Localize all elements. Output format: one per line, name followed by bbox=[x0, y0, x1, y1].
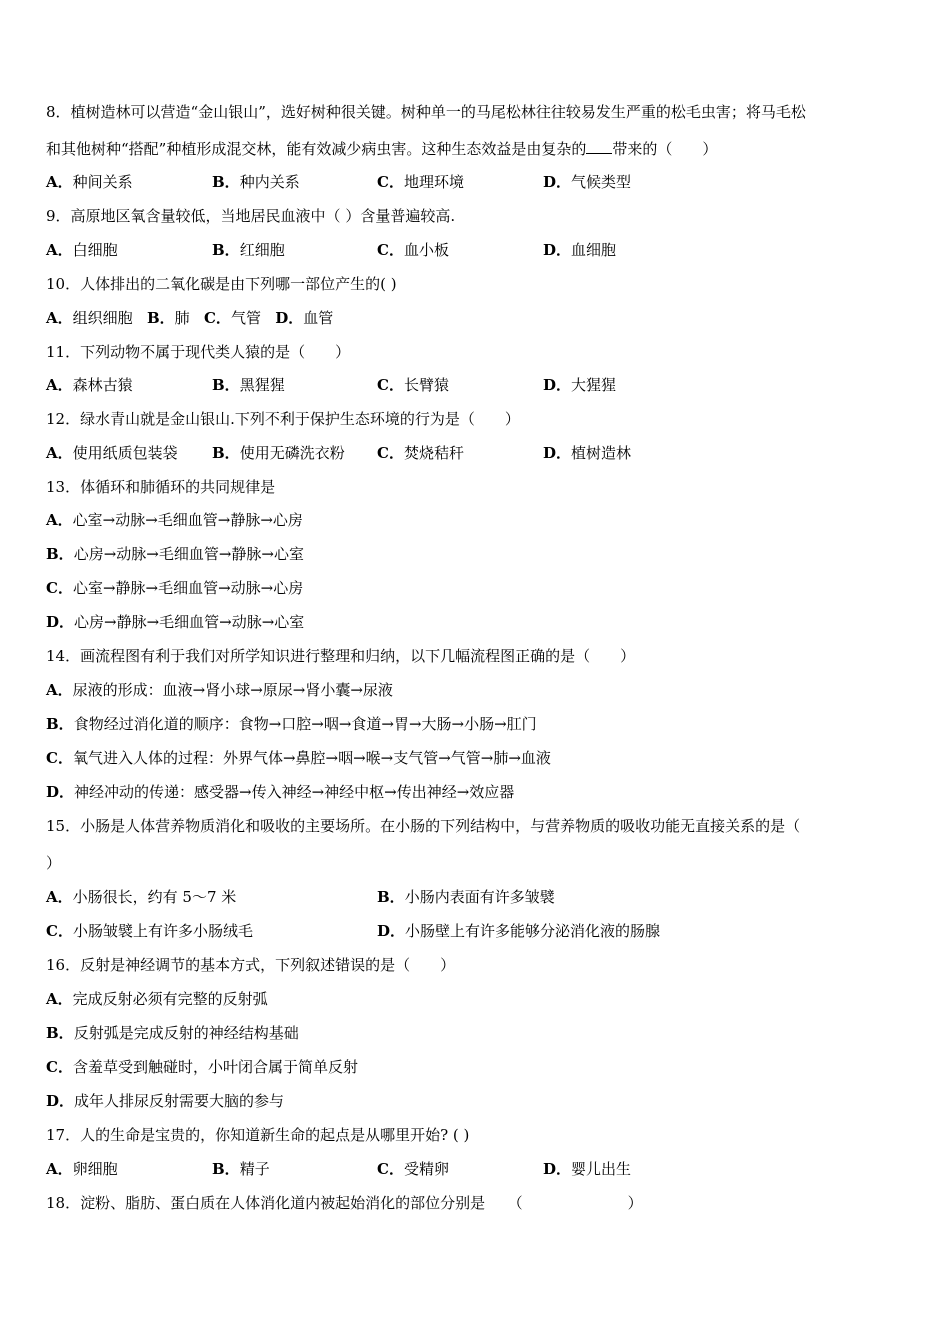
q16-text: 16．反射是神经调节的基本方式，下列叙述错误的是（ ） bbox=[46, 956, 456, 974]
q15-option-b: B．小肠内表面有许多皱襞 bbox=[377, 888, 555, 906]
q18-text: 18．淀粉、脂肪、蛋白质在人体消化道内被起始消化的部位分别是 （ ） bbox=[46, 1194, 643, 1212]
q14-option-c: C．氧气进入人体的过程：外界气体→鼻腔→咽→喉→支气管→气管→肺→血液 bbox=[46, 749, 551, 767]
q10-text: 10．人体排出的二氧化碳是由下列哪一部位产生的( ) bbox=[46, 275, 397, 293]
q11-text: 11．下列动物不属于现代类人猿的是（ ） bbox=[46, 343, 351, 361]
q16-option-a: A．完成反射必须有完整的反射弧 bbox=[46, 990, 268, 1008]
q12-option-a: A．使用纸质包装袋 bbox=[46, 444, 178, 462]
q11-option-b: B．黑猩猩 bbox=[212, 376, 285, 394]
q8-line2-a: 和其他树种“搭配”种植形成混交林，能有效减少病虫害。这种生态效益是由复杂的 bbox=[46, 140, 587, 158]
q13-text: 13．体循环和肺循环的共同规律是 bbox=[46, 478, 276, 496]
q14-text: 14．画流程图有利于我们对所学知识进行整理和归纳，以下几幅流程图正确的是（ ） bbox=[46, 647, 636, 665]
q16-option-c: C．含羞草受到触碰时，小叶闭合属于简单反射 bbox=[46, 1058, 358, 1076]
q8-option-c: C．地理环境 bbox=[377, 173, 464, 191]
q10-options: A．组织细胞 B．肺 C．气管 D．血管 bbox=[46, 309, 334, 327]
q12-text: 12．绿水青山就是金山银山.下列不利于保护生态环境的行为是（ ） bbox=[46, 410, 520, 428]
q10-option-a: 组织细胞 bbox=[72, 309, 133, 327]
q15-option-a: A．小肠很长，约有 5～7 米 bbox=[46, 888, 237, 906]
q9-option-c: C．血小板 bbox=[377, 241, 449, 259]
q16-option-d: D．成年人排尿反射需要大脑的参与 bbox=[46, 1092, 285, 1110]
q11-option-d: D．大猩猩 bbox=[543, 376, 617, 394]
q15-line2: ） bbox=[46, 854, 62, 872]
q13-option-d: D．心房→静脉→毛细血管→动脉→心室 bbox=[46, 613, 305, 631]
q17-option-c: C．受精卵 bbox=[377, 1160, 449, 1178]
q8-option-b: B．种内关系 bbox=[212, 173, 300, 191]
q12-option-c: C．焚烧秸秆 bbox=[377, 444, 464, 462]
q8-line1: 8．植树造林可以营造“金山银山”，选好树种很关键。树种单一的马尾松林往往较易发生严重的松毛虫害；将马毛松 bbox=[46, 103, 806, 121]
q8-line2 bbox=[46, 139, 717, 159]
q10-option-d: 血管 bbox=[303, 309, 334, 327]
q14-option-d: D．神经冲动的传递：感受器→传入神经→神经中枢→传出神经→效应器 bbox=[46, 783, 515, 801]
q17-option-a: A．卵细胞 bbox=[46, 1160, 118, 1178]
q8-option-a: A．种间关系 bbox=[46, 173, 133, 191]
q11-option-a: A．森林古猿 bbox=[46, 376, 133, 394]
q16-option-b: B．反射弧是完成反射的神经结构基础 bbox=[46, 1024, 299, 1042]
q14-option-a: A．尿液的形成：血液→肾小球→原尿→肾小囊→尿液 bbox=[46, 681, 393, 699]
q11-option-c: C．长臂猿 bbox=[377, 376, 449, 394]
q9-option-a: A．白细胞 bbox=[46, 241, 118, 259]
answer-blank bbox=[586, 139, 612, 154]
q8-option-d: D．气候类型 bbox=[543, 173, 632, 191]
q15-option-c: C．小肠皱襞上有许多小肠绒毛 bbox=[46, 922, 253, 940]
q9-option-b: B．红细胞 bbox=[212, 241, 285, 259]
q12-option-d: D．植树造林 bbox=[543, 444, 632, 462]
q13-option-a: A．心室→动脉→毛细血管→静脉→心房 bbox=[46, 511, 303, 529]
q15-line1: 15．小肠是人体营养物质消化和吸收的主要场所。在小肠的下列结构中，与营养物质的吸收功能无直接关系的是（ bbox=[46, 817, 801, 835]
q17-option-b: B．精子 bbox=[212, 1160, 270, 1178]
q12-option-b: B．使用无磷洗衣粉 bbox=[212, 444, 345, 462]
q9-option-d: D．血细胞 bbox=[543, 241, 617, 259]
q10-option-b: 肺 bbox=[174, 309, 190, 327]
q17-option-d: D．婴儿出生 bbox=[543, 1160, 632, 1178]
q10-option-c: 气管 bbox=[230, 309, 261, 327]
q9-text: 9．高原地区氧含量较低，当地居民血液中（ ）含量普遍较高. bbox=[46, 207, 456, 225]
q17-text: 17．人的生命是宝贵的，你知道新生命的起点是从哪里开始? ( ) bbox=[46, 1126, 470, 1144]
q15-option-d: D．小肠壁上有许多能够分泌消化液的肠腺 bbox=[377, 922, 661, 940]
q13-option-c: C．心室→静脉→毛细血管→动脉→心房 bbox=[46, 579, 304, 597]
q8-line2-b: 带来的（ ） bbox=[612, 140, 718, 158]
q14-option-b: B．食物经过消化道的顺序：食物→口腔→咽→食道→胃→大肠→小肠→肛门 bbox=[46, 715, 537, 733]
q13-option-b: B．心房→动脉→毛细血管→静脉→心室 bbox=[46, 545, 304, 563]
